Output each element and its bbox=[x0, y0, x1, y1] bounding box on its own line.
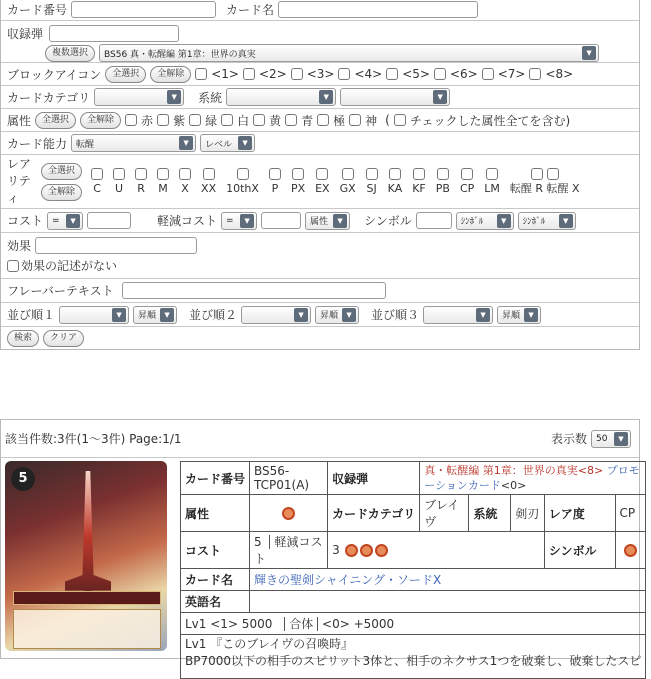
block-select-all-button[interactable]: 全選択 bbox=[105, 66, 146, 83]
sort1-label: 並び順１ bbox=[7, 308, 56, 322]
symbol-value bbox=[615, 532, 646, 569]
color-checkbox[interactable] bbox=[253, 114, 265, 126]
rarity-checkbox[interactable] bbox=[342, 168, 354, 180]
card-result bbox=[1, 458, 642, 668]
block-checkbox[interactable] bbox=[386, 68, 398, 80]
recording-label: 収録弾 bbox=[7, 27, 44, 41]
cost-input[interactable] bbox=[87, 212, 131, 229]
category-value: ブレイヴ bbox=[420, 495, 469, 532]
recording-select[interactable] bbox=[99, 44, 599, 62]
sort2-label: 並び順２ bbox=[189, 308, 238, 322]
sort3-order-select[interactable]: 昇順 ▼ bbox=[497, 306, 541, 324]
multi-select-button[interactable]: 複数選択 bbox=[45, 45, 95, 62]
card-number-label: カード番号 bbox=[7, 3, 68, 17]
rarity-deselect-all-button[interactable]: 全解除 bbox=[41, 184, 82, 201]
rarity-checkbox[interactable] bbox=[292, 168, 304, 180]
english-name-value bbox=[250, 591, 646, 613]
chevron-down-icon: ▼ bbox=[497, 214, 511, 228]
rarity-checkbox[interactable] bbox=[366, 168, 378, 180]
rarity-checkbox[interactable] bbox=[389, 168, 401, 180]
chevron-down-icon: ▼ bbox=[342, 308, 356, 322]
reduce-heading: 軽減コスト bbox=[254, 535, 323, 566]
rarity-checkbox[interactable] bbox=[237, 168, 249, 180]
symbol-label: シンボル bbox=[364, 214, 412, 228]
card-number-heading: カード番号 bbox=[181, 462, 250, 495]
cost-label: コスト bbox=[7, 214, 44, 228]
effect-text: BP7000以下の相手のスピリット3体と、相手のネクサス1つを破棄し、破棄したスピ bbox=[185, 654, 642, 668]
chevron-down-icon: ▼ bbox=[238, 136, 252, 150]
result-count: 該当件数:3件(1〜3件) Page:1/1 bbox=[5, 432, 182, 446]
block-deselect-all-button[interactable]: 全解除 bbox=[150, 66, 191, 83]
family-heading: 系統 bbox=[469, 495, 510, 532]
effect-cell: Lv1 『このブレイヴの召喚時』 BP7000以下の相手のスピリット3体と、相手のネクサス1つを破棄し、破棄したスピ bbox=[181, 635, 646, 679]
reduce-value: 3 bbox=[328, 532, 545, 569]
search-button[interactable]: 検索 bbox=[7, 330, 39, 347]
symbol-heading: シンボル bbox=[544, 532, 615, 569]
card-cost-icon: 5 bbox=[11, 467, 35, 491]
no-effect-label: 効果の記述がない bbox=[21, 259, 118, 273]
sort1-select[interactable] bbox=[59, 306, 129, 324]
rarity-checkbox[interactable] bbox=[269, 168, 281, 180]
symbol-input[interactable] bbox=[416, 212, 452, 229]
block-icon-label: ブロックアイコン bbox=[7, 67, 102, 82]
reduce-symbol-icon bbox=[345, 544, 358, 557]
results-header bbox=[1, 420, 639, 458]
block-checkbox[interactable] bbox=[243, 68, 255, 80]
chevron-down-icon: ▼ bbox=[294, 308, 308, 322]
chevron-down-icon: ▼ bbox=[524, 308, 538, 322]
chevron-down-icon: ▼ bbox=[167, 90, 181, 104]
category-label: カードカテゴリ bbox=[7, 90, 91, 105]
level-select[interactable]: レベル ▼ bbox=[200, 134, 255, 152]
card-sword-art bbox=[65, 471, 111, 601]
rarity-checkbox[interactable] bbox=[135, 168, 147, 180]
card-name-value[interactable]: 輝きの聖剣シャイニング・ソードX bbox=[250, 569, 646, 591]
clear-button[interactable]: クリア bbox=[43, 330, 84, 347]
chevron-down-icon: ▼ bbox=[66, 214, 80, 228]
rarity-checkbox[interactable] bbox=[531, 168, 543, 180]
ability-select[interactable]: 転醒 ▼ bbox=[71, 134, 196, 152]
attribute-note: チェックした属性全てを含む) bbox=[409, 113, 571, 128]
rarity-checkbox[interactable] bbox=[547, 168, 559, 180]
recording-select-value: BS56 真・転醒編 第1章：世界の真実 bbox=[104, 49, 256, 60]
rarity-grid: C U R M X XX 10thX P PX EX GX SJ KA KF PB CP LM 転醒 R 転醒 X bbox=[86, 167, 585, 196]
action-row bbox=[1, 327, 639, 349]
chevron-down-icon: ▼ bbox=[614, 432, 628, 446]
symbol-icon bbox=[624, 544, 637, 557]
name-heading: カード名 bbox=[181, 569, 250, 591]
sort3-label: 並び順３ bbox=[371, 308, 420, 322]
rarity-value: CP bbox=[615, 495, 646, 532]
card-number-value: BS56-TCP01(A) bbox=[250, 462, 328, 495]
category-heading: カードカテゴリ bbox=[328, 495, 420, 532]
family-value: 剣刃 bbox=[510, 495, 544, 532]
card-image[interactable] bbox=[5, 461, 167, 651]
chevron-down-icon: ▼ bbox=[112, 308, 126, 322]
rarity-checkbox[interactable] bbox=[316, 168, 328, 180]
reduce-cost-label: 軽減コスト bbox=[157, 214, 218, 228]
card-number-input[interactable] bbox=[71, 1, 216, 18]
results-panel bbox=[0, 419, 642, 668]
attribute-label: 属性 bbox=[7, 113, 32, 128]
color-checkbox[interactable] bbox=[221, 114, 233, 126]
cost-value: 5 軽減コスト bbox=[250, 532, 328, 569]
cost-op-select[interactable]: = ▼ bbox=[47, 212, 83, 230]
family-select-1[interactable] bbox=[226, 88, 336, 106]
chevron-down-icon: ▼ bbox=[476, 308, 490, 322]
cost-row bbox=[1, 209, 639, 233]
recording-heading: 収録弾 bbox=[328, 462, 420, 495]
rarity-checkbox[interactable] bbox=[486, 168, 498, 180]
block-checkbox[interactable] bbox=[529, 68, 541, 80]
per-page-label: 表示数 bbox=[550, 432, 587, 446]
color-checkbox[interactable] bbox=[349, 114, 361, 126]
attribute-row: 属性 全選択 全解除 赤 紫 緑 白 黄 青 極 神 ( チェックした属性全てを含む) bbox=[1, 109, 639, 132]
color-checkbox[interactable] bbox=[157, 114, 169, 126]
attribute-deselect-all-button[interactable]: 全解除 bbox=[80, 112, 121, 129]
chevron-down-icon: ▼ bbox=[160, 308, 174, 322]
attribute-note-open: ( bbox=[385, 113, 390, 127]
cost-heading: コスト bbox=[181, 532, 250, 569]
block-checkbox[interactable] bbox=[482, 68, 494, 80]
chevron-down-icon: ▼ bbox=[433, 90, 447, 104]
attribute-heading: 属性 bbox=[181, 495, 250, 532]
category-row bbox=[1, 86, 639, 109]
symbol-select-1[interactable]: ｼﾝﾎﾞﾙ ▼ bbox=[456, 212, 514, 230]
ability-row bbox=[1, 132, 639, 155]
color-checkbox[interactable] bbox=[285, 114, 297, 126]
reduce-cost-input[interactable] bbox=[261, 212, 301, 229]
card-name-input[interactable] bbox=[278, 1, 478, 18]
card-name-label: カード名 bbox=[226, 3, 275, 17]
color-checkbox[interactable] bbox=[125, 114, 137, 126]
family-select-2[interactable] bbox=[340, 88, 450, 106]
sort2-select[interactable] bbox=[241, 306, 311, 324]
ability-label: カード能力 bbox=[7, 136, 68, 151]
block-checkbox[interactable] bbox=[434, 68, 446, 80]
attribute-select-all-button[interactable]: 全選択 bbox=[35, 112, 76, 129]
flavor-label: フレーバーテキスト bbox=[7, 284, 114, 298]
block-checkbox[interactable] bbox=[195, 68, 207, 80]
rarity-checkbox[interactable] bbox=[413, 168, 425, 180]
rarity-checkbox[interactable] bbox=[203, 168, 215, 180]
rarity-checkbox[interactable] bbox=[113, 168, 125, 180]
flavor-input[interactable] bbox=[122, 282, 386, 299]
rarity-label: レア リテ ィ bbox=[7, 157, 32, 205]
symbol-select-2[interactable]: ｼﾝﾎﾞﾙ ▼ bbox=[518, 212, 576, 230]
attr-select[interactable]: 属性 ▼ bbox=[305, 212, 350, 230]
sort3-select[interactable] bbox=[423, 306, 493, 324]
per-page-select[interactable]: 50 ▼ bbox=[591, 430, 631, 448]
chevron-down-icon: ▼ bbox=[582, 46, 596, 60]
category-select[interactable] bbox=[94, 88, 184, 106]
recording-value: 真・転醒編 第1章：世界の真実<8> プロモーションカード<0> bbox=[420, 462, 646, 495]
rarity-select-all-button[interactable]: 全選択 bbox=[41, 163, 82, 180]
sort-row bbox=[1, 303, 639, 327]
effect-input[interactable] bbox=[35, 237, 197, 254]
reduce-symbol-icon bbox=[360, 544, 373, 557]
rarity-row bbox=[1, 155, 639, 209]
card-text-box bbox=[13, 609, 161, 649]
effect-label: 効果 bbox=[7, 239, 32, 253]
reduce-symbol-icon bbox=[375, 544, 388, 557]
chevron-down-icon: ▼ bbox=[333, 214, 347, 228]
rarity-checkbox[interactable] bbox=[179, 168, 191, 180]
chevron-down-icon: ▼ bbox=[319, 90, 333, 104]
rarity-heading: レア度 bbox=[544, 495, 615, 532]
reduce-op-select[interactable]: = ▼ bbox=[221, 212, 257, 230]
rarity-checkbox[interactable] bbox=[91, 168, 103, 180]
no-effect-checkbox[interactable] bbox=[7, 260, 19, 272]
promo-link[interactable]: プロモーションカード bbox=[424, 464, 640, 492]
card-info-table bbox=[180, 461, 646, 679]
color-checkbox[interactable] bbox=[189, 114, 201, 126]
color-checkbox[interactable] bbox=[317, 114, 329, 126]
family-label: 系統 bbox=[198, 90, 223, 105]
sort2-order-select[interactable]: 昇順 ▼ bbox=[315, 306, 359, 324]
english-name-heading: 英語名 bbox=[181, 591, 250, 613]
rarity-checkbox[interactable] bbox=[157, 168, 169, 180]
recording-row bbox=[1, 21, 639, 63]
effect-row bbox=[1, 233, 639, 279]
chevron-down-icon: ▼ bbox=[559, 214, 573, 228]
rarity-checkbox[interactable] bbox=[437, 168, 449, 180]
rarity-checkbox[interactable] bbox=[461, 168, 473, 180]
card-name-plate bbox=[13, 591, 161, 605]
flavor-row bbox=[1, 279, 639, 303]
chevron-down-icon: ▼ bbox=[240, 214, 254, 228]
card-number-row bbox=[1, 0, 639, 21]
chevron-down-icon: ▼ bbox=[179, 136, 193, 150]
block-icon-row: ブロックアイコン 全選択 全解除 <1> <2> <3> <4> <5> <6> <7> <8> bbox=[1, 63, 639, 86]
block-checkbox[interactable] bbox=[338, 68, 350, 80]
sort1-order-select[interactable]: 昇順 ▼ bbox=[133, 306, 177, 324]
recording-link[interactable]: 真・転醒編 第1章：世界の真実<8> bbox=[424, 464, 604, 477]
level-row: Lv1 <1> 5000 合体 <0> +5000 bbox=[181, 613, 646, 635]
block-checkbox[interactable] bbox=[291, 68, 303, 80]
red-symbol-icon bbox=[282, 507, 295, 520]
recording-input[interactable] bbox=[49, 25, 179, 42]
attribute-all-checkbox[interactable] bbox=[394, 114, 406, 126]
attribute-value bbox=[250, 495, 328, 532]
